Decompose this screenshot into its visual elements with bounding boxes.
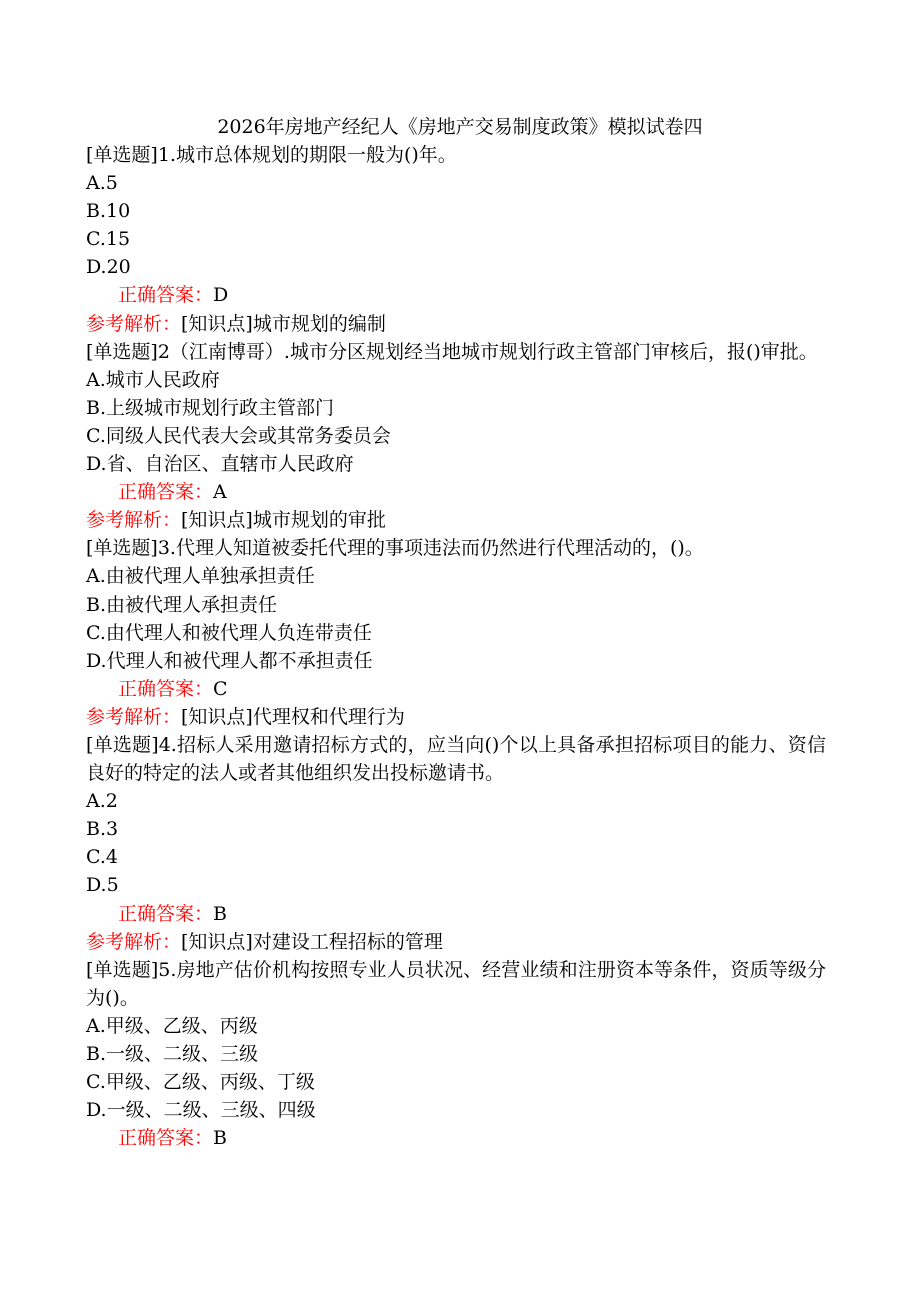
option-c: C.甲级、乙级、丙级、丁级 bbox=[86, 1071, 315, 1094]
option-b: B.10 bbox=[86, 200, 131, 223]
correct-answer bbox=[86, 900, 826, 928]
answer-value: B bbox=[213, 1127, 227, 1150]
option-a: A.甲级、乙级、丙级 bbox=[86, 1014, 258, 1037]
option-b: B.3 bbox=[86, 818, 119, 841]
answer-value: C bbox=[213, 677, 228, 700]
answer-value: D bbox=[213, 284, 229, 307]
answer-label: 正确答案： bbox=[118, 902, 214, 925]
option-d: D.20 bbox=[86, 256, 131, 279]
option-a: A.2 bbox=[86, 790, 118, 813]
reference-analysis bbox=[86, 506, 826, 534]
question-item bbox=[86, 141, 826, 338]
question-list bbox=[86, 141, 826, 1152]
option-d: D.5 bbox=[86, 874, 119, 897]
analysis-label: 参考解析： bbox=[86, 930, 182, 953]
correct-answer bbox=[86, 281, 826, 309]
option-d: D.一级、二级、三级、四级 bbox=[86, 1099, 316, 1122]
option-d: D.省、自治区、直辖市人民政府 bbox=[86, 453, 354, 476]
option-b: B.上级城市规划行政主管部门 bbox=[86, 396, 335, 419]
question-item bbox=[86, 534, 826, 731]
answer-label: 正确答案： bbox=[118, 1127, 214, 1150]
option-b: B.由被代理人承担责任 bbox=[86, 593, 278, 616]
option-a: A.5 bbox=[86, 172, 118, 195]
question-stem: [单选题]4.招标人采用邀请招标方式的，应当向()个以上具备承担招标项目的能力、资信良好的特定的法人或者其他组织发出投标邀请书。 bbox=[86, 733, 826, 785]
question-stem: [单选题]3.代理人知道被委托代理的事项违法而仍然进行代理活动的，()。 bbox=[86, 537, 704, 560]
reference-analysis bbox=[86, 703, 826, 731]
option-c: C.同级人民代表大会或其常务委员会 bbox=[86, 424, 391, 447]
answer-value: A bbox=[213, 481, 227, 504]
answer-label: 正确答案： bbox=[118, 677, 214, 700]
option-c: C.4 bbox=[86, 846, 118, 869]
question-stem: [单选题]1.城市总体规划的期限一般为()年。 bbox=[86, 144, 457, 166]
analysis-label: 参考解析： bbox=[86, 312, 182, 335]
analysis-text: [知识点]城市规划的编制 bbox=[181, 312, 386, 335]
correct-answer bbox=[86, 478, 826, 506]
option-c: C.由代理人和被代理人负连带责任 bbox=[86, 621, 372, 644]
page-title: 2026年房地产经纪人《房地产交易制度政策》模拟试卷四 bbox=[217, 116, 703, 138]
analysis-label: 参考解析： bbox=[86, 509, 182, 532]
option-b: B.一级、二级、三级 bbox=[86, 1043, 259, 1065]
correct-answer bbox=[86, 1124, 826, 1152]
analysis-text: [知识点]城市规划的审批 bbox=[181, 509, 386, 532]
option-a: A.城市人民政府 bbox=[86, 368, 220, 391]
answer-value: B bbox=[213, 902, 227, 925]
question-item bbox=[86, 731, 826, 956]
question-stem: [单选题]5.房地产估价机构按照专业人员状况、经营业绩和注册资本等条件，资质等级分为()。 bbox=[86, 958, 826, 1009]
correct-answer bbox=[86, 675, 826, 703]
analysis-label: 参考解析： bbox=[86, 705, 182, 728]
analysis-text: [知识点]对建设工程招标的管理 bbox=[181, 930, 443, 953]
option-a: A.由被代理人单独承担责任 bbox=[86, 565, 315, 588]
question-item bbox=[86, 338, 826, 535]
answer-label: 正确答案： bbox=[118, 284, 214, 307]
reference-analysis bbox=[86, 928, 826, 956]
question-stem: [单选题]2（江南博哥）.城市分区规划经当地城市规划行政主管部门审核后，报()审批。 bbox=[86, 340, 818, 363]
reference-analysis bbox=[86, 310, 826, 338]
answer-label: 正确答案： bbox=[118, 481, 214, 504]
question-item bbox=[86, 956, 826, 1153]
analysis-text: [知识点]代理权和代理行为 bbox=[181, 705, 405, 728]
option-d: D.代理人和被代理人都不承担责任 bbox=[86, 649, 373, 672]
option-c: C.15 bbox=[86, 228, 131, 251]
